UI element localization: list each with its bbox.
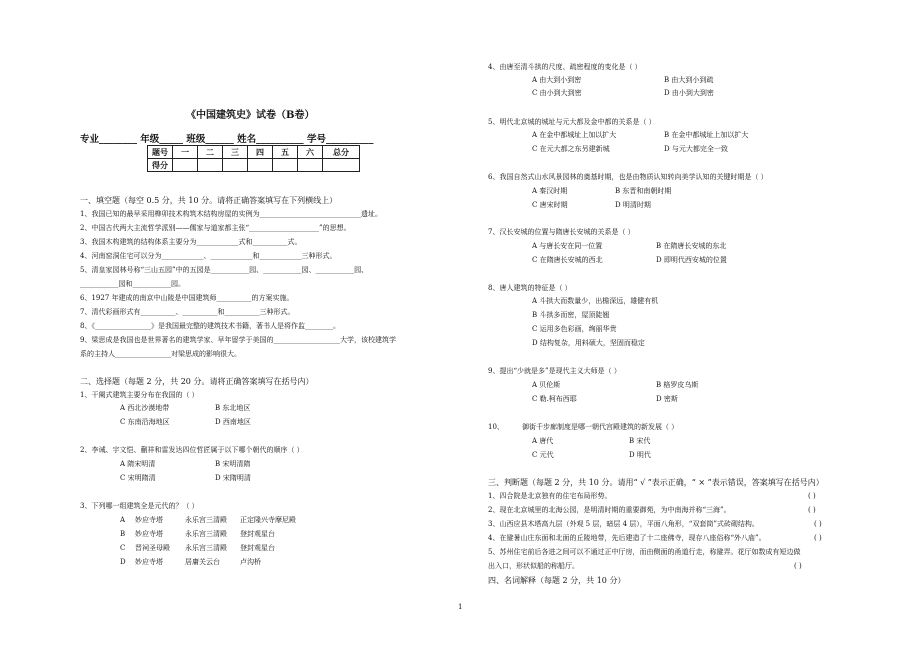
option: A 秦汉时期 [532,187,568,195]
fill-line: 6、1927 年建成的南京中山陵是中国建筑师__________的方案实施。 [80,294,294,302]
option: B 东北地区 [215,404,251,412]
score-table [147,145,360,172]
option: C 宋明隋清 [120,474,156,482]
fill-line: 1、我国已知的最早采用榫卯技术构筑木结构房屋的实例为_____________________________遗址。 [80,210,382,218]
option: C 东南沿海地区 [120,418,170,426]
fill-line: 2、中国古代两大主流哲学派别——儒家与道家都主张“____________________”的思想。 [80,224,351,232]
score-header-cell: 六 [298,146,323,159]
question-stem: 6、我国自然式山水风景园林的奠基时期，也是由物质认知转向美学认知的关键时期是（ ） [488,173,768,181]
option-item: 妙应寺塔 [135,530,163,538]
answer-paren[interactable]: ( ) [794,562,802,570]
question-stem: 御街千步廊制度是哪一朝代宫殿建筑的新发展（ ） [522,423,679,431]
score-header-cell: 四 [248,146,273,159]
fill-line: 5、清皇家园林号称“三山五园”中的五园是___________园、___________园、___________园、 [80,266,369,274]
question-number: 10、 [488,423,504,431]
answer-paren[interactable]: ( ) [814,534,822,542]
option: A 隋宋明清 [120,460,156,468]
option: B 在金中都城址上加以扩大 [664,131,749,139]
score-cell[interactable] [273,159,298,172]
score-header-cell: 题号 [148,146,173,159]
score-header-cell: 二 [198,146,223,159]
option: B 斗拱多而密，屋顶陡翘 [532,311,610,319]
option: B 在隋唐长安城的东北 [656,242,727,250]
score-cell[interactable] [198,159,223,172]
judge-line: 3、山西应县木塔高九层（外观 5 层，暗层 4 层），平面八角形，“双套筒”式砖砌结构。 [488,520,759,528]
score-cell[interactable] [298,159,323,172]
judge-heading: 三、判断题（每题 2 分，共 10 分。请用“ √ ”表示正确，“ × ”表示错误，答案填写在括号内） [488,478,824,487]
option: A 斗拱大而数量少，出檐深远，雄健有机 [532,297,659,305]
option-item: 居庸关云台 [185,558,220,566]
option-item: 卢沟桥 [240,558,261,566]
option: B 宋明清隋 [215,460,251,468]
option: B 格罗皮乌斯 [656,381,699,389]
student-info-line: 专业________ 年级_____ 班级______ 姓名__________ 学号__________ [80,134,374,145]
noun-heading: 四、名词解释（每题 2 分，共 10 分） [488,576,626,585]
choice-heading: 二、选择题（每题 2 分，共 20 分。请将正确答案填写在括号内） [80,377,314,386]
option: C 由小到大到密 [532,89,582,97]
option-letter: C [120,544,126,552]
option: C 勒.柯布西耶 [532,395,577,403]
option: D 明代 [629,451,651,459]
question-stem: 7、汉长安城的位置与隋唐长安城的关系是（ ） [488,228,635,236]
judge-line: 出入口，形状似船的称船厅。 [488,562,579,570]
question-stem: 4、由唐至清斗拱的尺度、疏密程度的变化是（ ） [488,63,642,71]
option-item: 正定隆兴寺摩尼殿 [240,516,296,524]
question-stem: 1、干阑式建筑主要分布在我国的（ ） [80,391,199,399]
option: D 由小到大到密 [664,89,714,97]
option: C 在元大都之东另建新城 [532,145,610,153]
question-stem: 2、李诫、宇文恺、蒯祥和雷发达四位哲匠属于以下哪个朝代的顺序（ ） [80,446,304,454]
option-item: 登封观星台 [240,544,275,552]
score-header-cell: 总分 [323,146,360,159]
score-cell[interactable] [323,159,360,172]
option: A 与唐长安在同一位置 [532,242,603,250]
score-header-cell: 三 [223,146,248,159]
exam-title: 《中国建筑史》试卷（B卷） [186,110,315,121]
option: D 与元大都完全一致 [664,145,728,153]
score-cell[interactable] [248,159,273,172]
question-stem: 9、提出“少就是多”是现代主义大师是（ ） [488,367,621,375]
option: B 东晋和南朝时期 [615,187,672,195]
fill-line: 3、我国木构建筑的结构体系主要分为____________式和__________式。 [80,238,302,246]
option: B 由大到小到疏 [664,76,714,84]
fill-heading: 一、填空题（每空 0.5 分，共 10 分。请将正确答案填写在下列横线上） [80,196,338,205]
option: A 在金中都城址上加以扩大 [532,131,617,139]
option-letter: A [120,516,126,524]
option-item: 登封观星台 [240,530,275,538]
judge-line: 1、四合院是北京独有的住宅布局形势。 [488,492,612,500]
question-stem: 3、下列哪一组建筑全是元代的？（ ） [80,502,199,510]
option-item: 妙应寺塔 [135,516,163,524]
fill-line: 7、清代彩画形式有__________、__________和__________三种形式。 [80,308,295,316]
option: A 由大到小到密 [532,76,582,84]
score-row-label: 得分 [148,159,173,172]
option: D 结构复杂，用料硕大，坚固而稳定 [532,339,645,347]
fill-line: 4、河南窑洞住宅可以分为____________、____________和____________三种形式。 [80,252,337,260]
judge-line: 4、在避暑山庄东面和北面的丘陵地带，先后建造了十二座佛寺，现存八座俗称“外八庙”。 [488,534,766,542]
option: C 唐宋时期 [532,201,568,209]
option-item: 永乐宫三清殿 [185,544,227,552]
option-item: 永乐宫三清殿 [185,530,227,538]
fill-line: ___________园和___________园。 [80,280,185,288]
answer-paren[interactable]: ( ) [814,520,822,528]
fill-line: 8、《________________》是我国最完整的建筑技术书籍，著书人是将作监________。 [80,322,340,330]
fill-line: 9、梁思成是我国也是世界著名的建筑学家、早年留学于美国的___________________大学，该校建筑学 [80,336,396,344]
judge-line: 2、现在北京城里的北海公园，是明清时期的重要御苑，为中南海并称“三海”。 [488,506,731,514]
option: D 密斯 [656,395,678,403]
option: C 在隋唐长安城的西北 [532,256,603,264]
option: C 运用多色彩画，绚丽华贵 [532,325,617,333]
option: A 唐代 [532,437,554,445]
score-header-cell: 五 [273,146,298,159]
score-cell[interactable] [223,159,248,172]
page-number: 1 [458,603,463,611]
option: D 即明代西安城的位置 [656,256,727,264]
question-stem: 5、明代北京城的城址与元大都及金中都的关系是（ ） [488,118,656,126]
answer-paren[interactable]: ( ) [808,506,816,514]
option-letter: B [120,530,126,538]
option-letter: D [120,558,126,566]
fill-line: 系的主持人________________对梁思成的影响很大。 [80,350,241,358]
option: C 元代 [532,451,554,459]
score-cell[interactable] [173,159,198,172]
score-header-cell: 一 [173,146,198,159]
question-stem: 8、唐人建筑的特征是（ ） [488,284,572,292]
option-item: 永乐宫三清殿 [185,516,227,524]
option-item: 晋祠圣母殿 [135,544,170,552]
option: B 宋代 [629,437,651,445]
answer-paren[interactable]: ( ) [808,492,816,500]
option: A 西北沙漠地带 [120,404,170,412]
option: D 宋隋明清 [215,474,251,482]
judge-line: 5、苏州住宅前后各进之间可以不通过正中厅房，而由侧面的甬道行走，称避弄。花厅如数成有短边做 [488,548,801,556]
option: D 西南地区 [215,418,251,426]
option: D 明清时期 [615,201,651,209]
option-item: 妙应寺塔 [135,558,163,566]
option: A 贝伦斯 [532,381,561,389]
